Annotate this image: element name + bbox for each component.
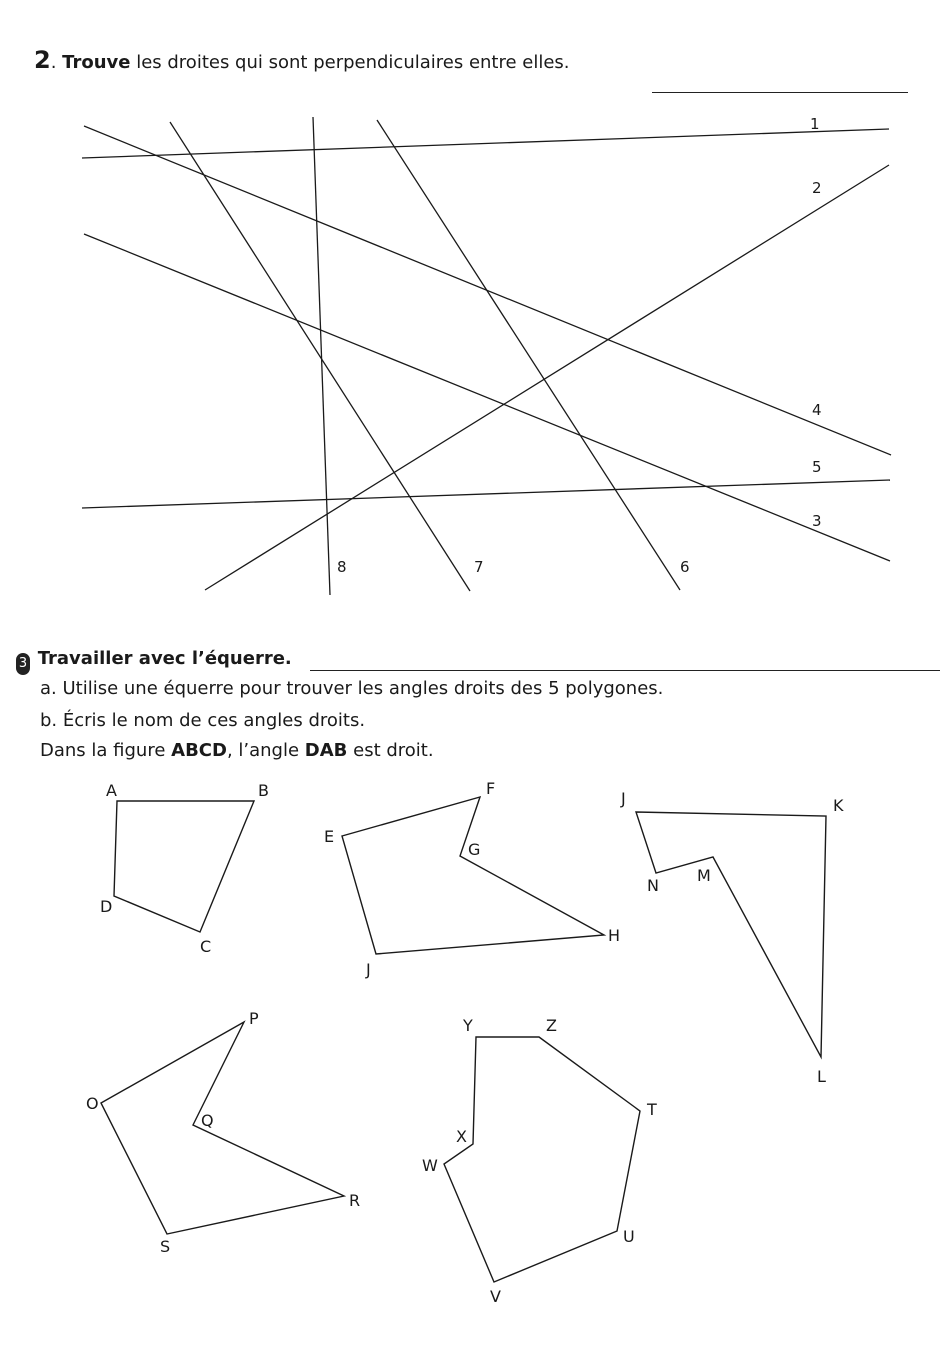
polygon-jklmn [636,812,826,1057]
vertex-label-g: G [468,840,481,859]
polygon-yztuvwx [444,1037,640,1282]
vertex-label-a: A [106,781,117,800]
vertex-label-m: M [697,866,711,885]
vertex-label-o: O [86,1094,99,1113]
exercise-2-title: 2. Trouve les droites qui sont perpendiculaires entre elles. [34,46,570,74]
polygon-efghj [342,797,604,954]
vertex-label-c: C [200,937,212,956]
vertex-label-v: V [490,1287,501,1306]
vertex-label-w: W [422,1156,438,1175]
vertex-label-d: D [100,897,113,916]
vertex-label-z: Z [546,1016,557,1035]
vertex-label-p: P [249,1009,259,1028]
vertex-label-l: L [817,1067,826,1086]
exercise-2-number: 2 [34,46,51,74]
exercise-3-item-b: b. Écris le nom de ces angles droits. [40,710,366,731]
vertex-label-t: T [647,1100,657,1119]
example-suffix: est droit. [353,740,434,761]
line-label-1: 1 [810,115,820,133]
vertex-label-q: Q [201,1111,214,1130]
exercise-2-title-bold: Trouve [62,52,131,73]
vertex-label-j1: J [366,960,371,979]
vertex-label-e: E [324,827,335,846]
line-label-2: 2 [812,179,822,197]
line-label-4: 4 [812,401,822,419]
line-label-3: 3 [812,512,822,530]
exercise-2-title-text: les droites qui sont perpendiculaires entre elles. [136,52,570,73]
line-label-6: 6 [680,558,690,576]
vertex-label-j2: J [621,789,626,808]
line-label-5: 5 [812,458,822,476]
vertex-label-u: U [623,1227,635,1246]
line-label-7: 7 [474,558,484,576]
vertex-label-n: N [647,876,659,895]
polygon-abcd [114,801,254,932]
example-middle: , l’angle [226,740,300,761]
line-label-8: 8 [337,558,347,576]
example-prefix: Dans la figure [40,740,166,761]
exercise-3-number: 3 [16,653,30,675]
vertex-label-y: Y [463,1016,473,1035]
exercise-3-title-text: Travailler avec l’équerre. [37,648,292,669]
vertex-label-f: F [486,779,496,798]
vertex-label-k: K [833,796,844,815]
example-angle: DAB [304,740,348,761]
vertex-label-s: S [160,1237,171,1256]
example-figure: ABCD [171,740,227,761]
vertex-label-b: B [258,781,269,800]
vertex-label-h: H [608,926,621,945]
vertex-label-x: X [456,1127,467,1146]
polygon-opqrs [101,1022,344,1234]
vertex-label-r: R [349,1191,361,1210]
exercise-3-item-a: a. Utilise une équerre pour trouver les angles droits des 5 polygones. [40,678,664,699]
